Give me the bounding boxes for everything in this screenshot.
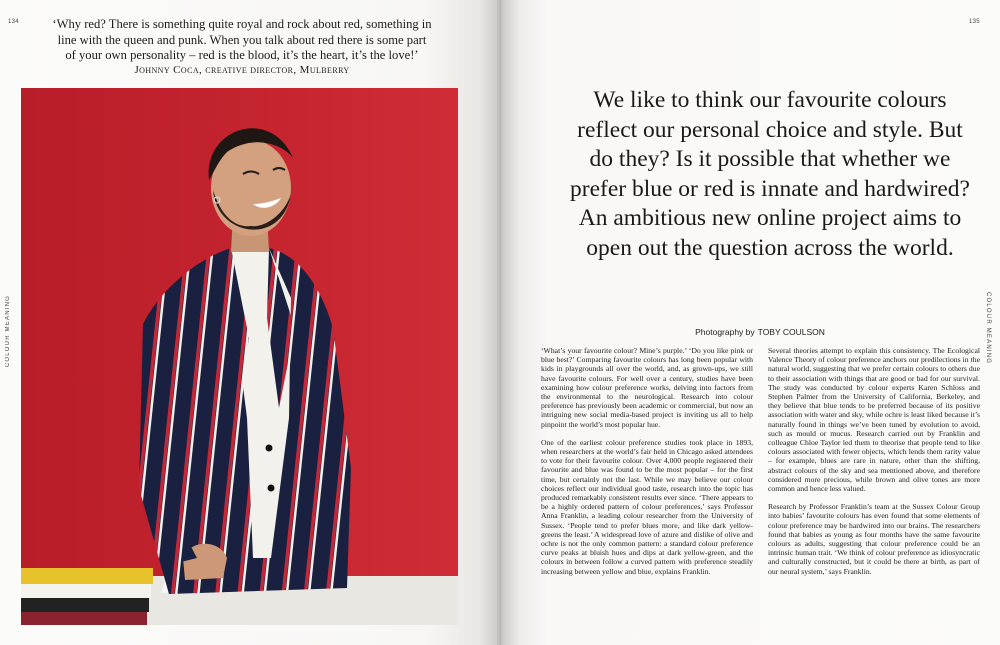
photo-credit — [540, 327, 980, 337]
portrait-illustration — [21, 88, 458, 625]
headline-standfirst: We like to think our favourite colours reflect our personal choice and style. But do they? Is it possible that whether we prefer blue or red is innate and hardwired? An ambitious new online project aims to open out the question across the world. — [570, 87, 970, 261]
section-label-left: COLOUR MEANING — [5, 295, 11, 368]
paragraph: One of the earliest colour preference studies took place in 1893, when researchers at the world’s fair held in Chicago asked attendees to vote for their favourite colour. Over 4,000 people registered their favourite and blue was found to be the most popular – for the first time, but certainly not the last. While we may believe our colour choices reflect our individual good taste, research into the topic has produced remarkably consistent results ever since. ‘There appears to be a highly ordered pattern of colour preferences,’ says Professor Anna Franklin, a leading colour researcher from the University of Sussex. ‘People tend to prefer blues more, and like dark yellow-greens the least.’ A widespread love of azure and dislike of olive and ochre is not the only common pattern: a standard colour preference curve peaks at bluish hues and dips at dark yellow-green, and the colours in between follow a curved pattern with preference steadily increasing between yellow and blue, explains Franklin. — [541, 437, 753, 576]
paragraph: ‘What’s your favourite colour? Mine’s purple.’ ‘Do you like pink or blue best?’ Comparing favourite colours has long been popular with kids in playgrounds all over the world, and, as grown-ups, we still have favourite colours. For well over a century, studies have been examining how colour preference works, delving into factors from the environmental to the neurological. Research into colour preference has previously been academic or commercial, but now an intriguing new social media-based project is inviting us all to help pinpoint the world’s most popular hue. — [541, 346, 753, 429]
article-column-1 — [541, 346, 753, 585]
quote-attribution: Johnny Coca, creative director, Mulberry — [134, 64, 350, 76]
book-stack — [21, 568, 153, 625]
portrait-photo — [21, 88, 458, 625]
paragraph: Research by Professor Franklin’s team at the Sussex Colour Group into babies’ favourite colours has even found that some elements of colour preference may be hardwired into our brains. The researchers found that babies as young as four months have the same favourite colours as adults, suggesting that colour preference could be an intrinsic human trait. ‘We think of colour preference as idiosyncratic and culturally constructed, but it could be there at birth, as part of our neural system,’ says Franklin. — [768, 502, 980, 576]
article-column-2 — [768, 346, 980, 585]
pull-quote: ‘Why red? There is something quite royal and rock about red, something in line with the queen and punk. When you talk about red there is some part of your own personality – red is the blood, it’s the heart, it’s the love!’ — [52, 17, 432, 62]
page-number-left: 134 — [8, 19, 19, 25]
page-number-right: 135 — [969, 19, 980, 25]
book-spine-shadow — [480, 0, 520, 645]
photo-credit-label: Photography by — [695, 327, 755, 337]
section-label-right: COLOUR MEANING — [985, 292, 991, 365]
photographer-name: TOBY COULSON — [757, 327, 825, 337]
paragraph: Several theories attempt to explain this consistency. The Ecological Valence Theory of colour preference anchors our predilections in the natural world, suggesting that we prefer certain colours to others due to their association with things that are good or bad for our survival. The study was conducted by colour experts Karen Schloss and Stephen Palmer from the University of California, Berkeley, and they believe that blue tends to be preferred because of its positive association with water and sky, while ochre is least liked because it’s naturally found in things we’ve been tuned by evolution to avoid, such as mould or mucus. Research carried out by Franklin and colleague Chloe Taylor led them to theorise that people tend to like colours associated with fewer objects, which lends them rarity value – for example, blues are rare in nature, other than the shifting, abstract colours of the sky and sea mentioned above, and therefore considered more precious, while brown and olive tones are more common and hence less valued. — [768, 346, 980, 494]
